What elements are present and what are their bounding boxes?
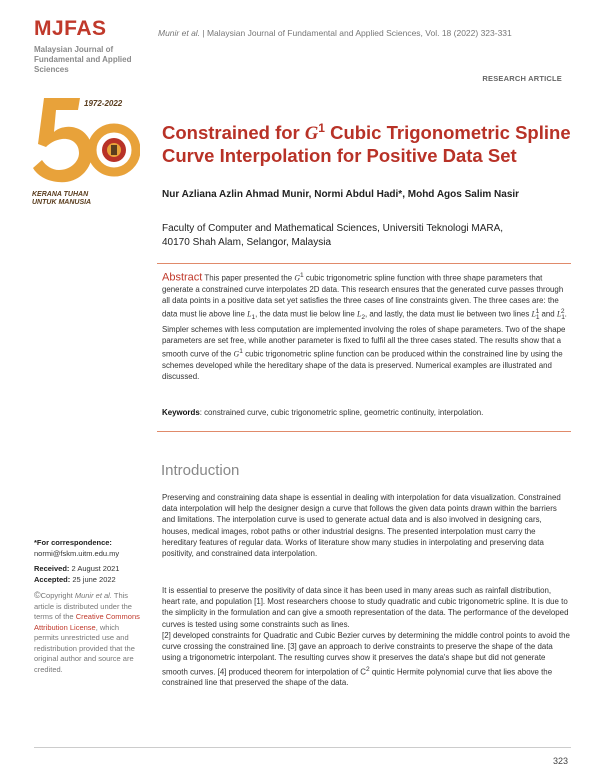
logo-five-top <box>33 98 92 182</box>
logo-motto-line2: UNTUK MANUSIA <box>32 199 92 206</box>
affiliation: Faculty of Computer and Mathematical Sciences, Universiti Teknologi MARA, 40170 Shah Alam, Selangor, Malaysia <box>162 223 504 248</box>
running-head <box>158 28 512 38</box>
section-heading-introduction: Introduction <box>161 462 240 479</box>
author-list: Nur Azliana Azlin Ahmad Munir, Normi Abdul Hadi*, Mohd Agos Salim Nasir <box>162 189 520 200</box>
intro-paragraph-2: It is essential to preserve the positivity of data since it has been used in many areas such as rainfall distribution, heart rate, and population [1]. Most researchers choose to study quadratic and cubic trigonometric spline. It is due to the simplicity in the formulation and can give a smooth representation of the data. The performance of the developed curves is tested using some constraints such as lines. <box>162 586 569 629</box>
journal-full-name: Malaysian Journal of Fundamental and Applied Sciences <box>34 45 132 74</box>
keywords: Keywords: constrained curve, cubic trigonometric spline, geometric continuity, interpolation. <box>162 408 484 417</box>
article-title: Constrained for $G^1$ Cubic Trigonometric Spline Curve Interpolation for Positive Data Set <box>162 121 571 167</box>
intro-paragraph-1: Preserving and constraining data shape is essential in dealing with interpolation for data visualization. Constrained data interpolation will help the designer design a curve that follows the given data points drawn within the barriers and limitations. The interpolation curve is used to generate actual data and is also involved in designing cars, houses, medical images, robot paths or other industrial designs. The presented interpolation must carry the hereditary features of regular data. Works of literature show many studies in interpolating and preserving data positivity, and constrained data interpolation. <box>162 493 561 559</box>
intro-paragraph-3: [2] developed constraints for Quadratic and Cubic Bezier curves by determining the middle control points to avoid the curve crossing the constrained line. [3] gave an approach to derive constraints to preserve the shape of the data using a trigonometric interpolant. The resulting curves show it preserves the data's shape but did not generate smooth curves. [4] produced theorem for interpolation of $C^2$ quintic Hermite polynomial curve that lies above the constrained line that preserved the shape of the data. <box>162 631 570 688</box>
keywords-label: Keywords <box>162 408 200 417</box>
anniversary-logo <box>28 92 140 242</box>
correspondence-email[interactable]: normi@fskm.uitm.edu.my <box>34 549 120 558</box>
running-head-author: Munir et al. <box>158 28 201 38</box>
abstract-heading: Abstract <box>162 271 203 284</box>
article-type-label: RESEARCH ARTICLE <box>482 74 562 83</box>
logo-motto-line1: KERANA TUHAN <box>32 191 89 198</box>
abstract: Abstract This paper presented the $G^1$ cubic trigonometric spline function with three shape parameters that generate a constrained curve interpolates 2D data. This research ensures that the generated curve passes through all data points in a positive data set yet satisfies the three cases of line constraints given. The three cases are: the data must lie above line $L_1$, the data must lie below line $L_2$, and lastly, the data must lie between two lines $L_1^1$ and $L_1^2$. Simpler schemes with less computation are implemented involving the roles of shape parameters. Two of the shape parameters are set free, while another parameter is fixed to fulfil all the three cases stated. The results show that a smooth curve of the $G^1$ cubic trigonometric spline function can be produced within the constrained line by using the schemes developed while the hereditary shape of the data is preserved. Numerical examples are illustrated and discussed. <box>162 271 567 382</box>
copyright-icon: © <box>34 590 41 600</box>
abstract-top-divider <box>157 263 571 264</box>
received-date: Received: 2 August 2021 <box>34 564 120 573</box>
license-link[interactable]: Creative Commons Attribution License <box>34 612 140 632</box>
copyright-notice: ©Copyright Munir et al. This article is distributed under the terms of the Creative Commons Attribution License, which permits unrestricted use and redistribution provided that the original author and source are credited. <box>34 590 140 674</box>
keywords-bottom-divider <box>157 431 571 432</box>
logo-years: 1972-2022 <box>84 99 123 108</box>
journal-acronym: MJFAS <box>34 17 107 40</box>
accepted-date: Accepted: 25 june 2022 <box>34 575 116 584</box>
running-head-text: | Malaysian Journal of Fundamental and Applied Sciences, Vol. 18 (2022) 323-331 <box>200 28 512 38</box>
footer-divider <box>34 747 571 748</box>
correspondence-label: *For correspondence: <box>34 538 112 547</box>
page-number: 323 <box>552 756 568 766</box>
